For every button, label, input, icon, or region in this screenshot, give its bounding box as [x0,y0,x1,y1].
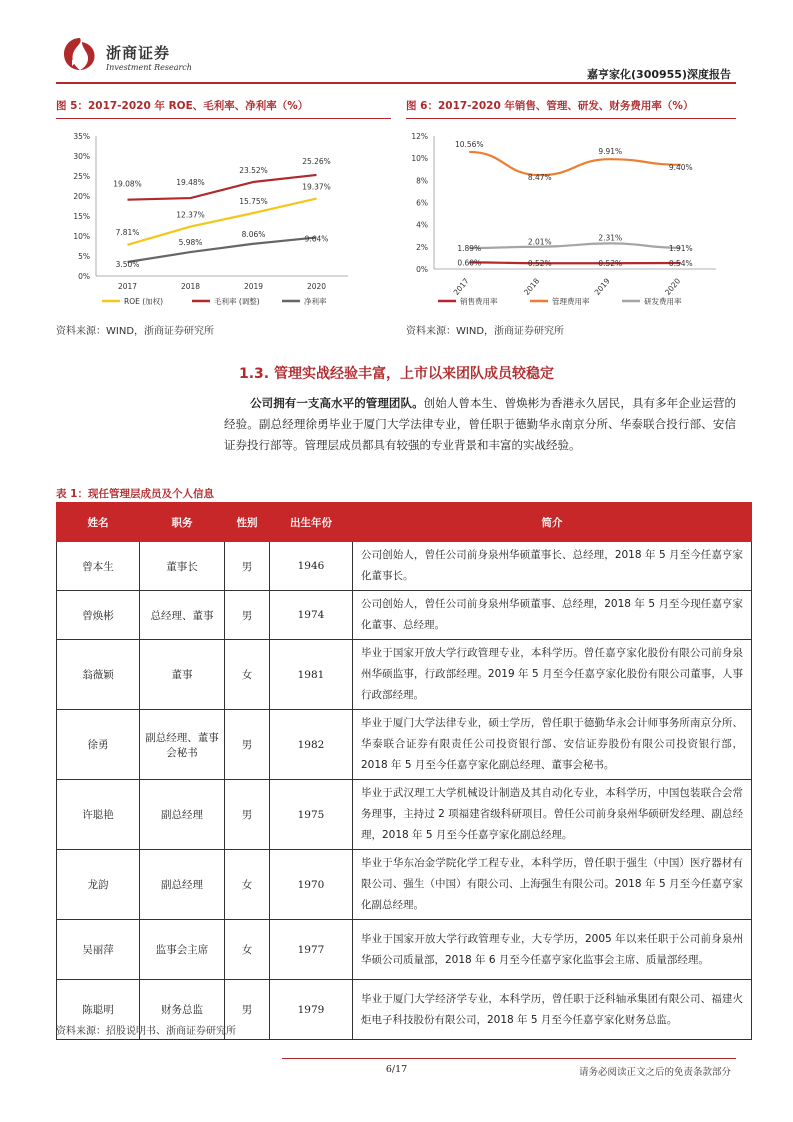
cell-gender: 女 [225,640,270,710]
y-tick-label: 25% [73,172,90,181]
table-row [57,780,752,850]
series-3-line [469,243,681,248]
y-tick-label: 10% [73,232,90,241]
y-tick-label: 5% [78,252,90,261]
fig6-source: 资料来源：WIND，浙商证券研究所 [406,326,565,337]
data-label: 15.75% [239,197,268,206]
cell-bio: 毕业于华东冶金学院化学工程专业，本科学历，曾任职于强生（中国）医疗器材有限公司、强生（中国）有限公司、上海强生有限公司。2018 年 5 月至今任嘉亨家化副总经理。 [353,850,752,920]
cell-role: 董事长 [140,542,225,591]
cell-name: 翁薇颖 [57,640,140,710]
legend-label: 净利率 [304,297,327,306]
cell-gender: 男 [225,980,270,1040]
data-label: 0.54% [668,259,693,269]
cell-gender: 男 [225,591,270,640]
x-tick-label: 2018 [180,282,201,291]
y-tick-label: 6% [416,198,428,208]
fig5-source: 资料来源：WIND，浙商证券研究所 [56,326,215,337]
data-label: 5.98% [178,238,203,248]
cell-role: 总经理、董事 [140,591,225,640]
expense-ratio-chart [406,120,736,315]
cell-gender: 女 [225,920,270,980]
data-label: 1.91% [668,243,693,253]
table-row [57,850,752,920]
table-row [57,640,752,710]
cell-gender: 女 [225,850,270,920]
data-label: 2.01% [527,237,552,247]
cell-bio: 毕业于厦门大学经济学专业，本科学历，曾任职于泛科轴承集团有限公司、福建火炬电子科技股份有限公司，2018 年 5 月至今任嘉亨家化财务总监。 [353,980,752,1040]
series-2-line [469,152,681,175]
cell-birth-year: 1982 [270,710,353,780]
data-label: 9.91% [598,147,623,157]
y-tick-label: 35% [73,132,90,141]
table-row [57,542,752,591]
series-2-line [128,175,317,200]
data-label: 7.81% [115,227,140,237]
page-number: 6/17 [385,1064,408,1075]
fig5-divider [56,118,391,119]
logo-text: 浙商证券 [106,44,171,62]
section-paragraph [224,393,736,456]
paragraph-body: 创始人曾本生、曾焕彬为香港永久居民，具有多年企业运营的经验。副总经理徐勇毕业于厦门大学法律专业，曾任职于德勤华永南京分所、华泰联合投行部、安信证券投行部等。管理层成员都具有较强的专业背景和丰富的实战经验。 [224,396,737,452]
data-label: 19.48% [176,178,205,188]
series-1-line [128,199,317,248]
data-label: 0.52% [598,259,623,269]
x-tick-label: 2017 [117,282,138,291]
data-label: 2.31% [598,233,623,243]
data-label: 19.37% [302,182,331,192]
table1-source: 资料来源：招股说明书、浙商证券研究所 [56,1026,236,1037]
data-label: 23.52% [239,165,268,175]
table-row [57,920,752,980]
cell-gender: 男 [225,780,270,850]
cell-role: 监事会主席 [140,920,225,980]
cell-role: 董事 [140,640,225,710]
y-tick-label: 12% [411,132,428,141]
series-1-line [469,262,681,263]
cell-role: 副总经理 [140,780,225,850]
y-tick-label: 0% [416,265,428,274]
legend-label: ROE (加权) [124,297,164,306]
data-label: 0.52% [527,259,552,269]
x-tick-label: 2017 [451,276,471,297]
cell-role: 财务总监 [140,980,225,1040]
series-3-line [128,237,317,262]
data-label: 9.40% [668,162,693,172]
roe-margin-chart [56,120,391,315]
y-tick-label: 0% [78,272,90,281]
y-tick-label: 15% [73,212,90,221]
report-title: 嘉亨家化(300955)深度报告 [587,68,731,81]
x-tick-label: 2019 [243,282,264,291]
cell-bio: 毕业于厦门大学法律专业，硕士学历，曾任职于德勤华永会计师事务所南京分所、华泰联合证券有限责任公司投资银行部、安信证券股份有限公司投资银行部，2018 年 5 月至今任嘉亨家化副总经理、董事会秘书。 [353,710,752,780]
y-tick-label: 8% [416,176,428,186]
data-label: 25.26% [302,156,331,166]
cell-bio: 公司创始人，曾任公司前身泉州华硕董事、总经理，2018 年 5 月至今现任嘉亨家化董事、总经理。 [353,591,752,640]
table1-title: 表 1：现任管理层成员及个人信息 [56,488,214,500]
management-table [56,502,752,1040]
legend-label: 销售费用率 [460,297,498,306]
y-tick-label: 20% [73,192,90,201]
cell-name: 徐勇 [57,710,140,780]
cell-bio: 毕业于武汉理工大学机械设计制造及其自动化专业，本科学历，中国包装联合会常务理事，主持过 2 项福建省级科研项目。曾任公司前身泉州华硕研发经理、副总经理，2018 年 5 月至今任嘉亨家化副总经理。 [353,780,752,850]
data-label: 3.50% [115,260,140,269]
cell-name: 曾焕彬 [57,591,140,640]
fig6-title: 图 6：2017-2020 年销售、管理、研发、财务费用率（%） [406,100,694,112]
data-label: 12.37% [176,210,205,220]
section-heading: 1.3. 管理实战经验丰富，上市以来团队成员较稳定 [239,366,554,382]
data-label: 8.06% [241,229,266,239]
cell-birth-year: 1974 [270,591,353,640]
logo-icon [62,36,98,72]
cell-gender: 男 [225,542,270,591]
cell-gender: 男 [225,710,270,780]
x-tick-label: 2019 [592,276,612,297]
paragraph-lead: 公司拥有一支高水平的管理团队。 [250,396,424,410]
cell-role: 副总经理 [140,850,225,920]
x-tick-label: 2018 [522,276,542,297]
x-tick-label: 2020 [663,276,683,297]
data-label: 9.64% [304,234,329,244]
footer-divider [282,1058,736,1059]
cell-birth-year: 1981 [270,640,353,710]
footer-disclaimer: 请务必阅读正文之后的免责条款部分 [578,1067,731,1078]
data-label: 1.89% [457,244,482,254]
legend-label: 研发费用率 [644,297,682,306]
cell-birth-year: 1977 [270,920,353,980]
y-tick-label: 30% [73,152,90,161]
cell-birth-year: 1970 [270,850,353,920]
legend-label: 毛利率 (调整) [214,297,260,306]
header-bio: 简介 [353,503,752,542]
table-row [57,591,752,640]
data-label: 0.60% [457,258,482,268]
y-tick-label: 10% [411,154,428,164]
cell-birth-year: 1975 [270,780,353,850]
header-divider [56,82,736,84]
cell-name: 吴丽萍 [57,920,140,980]
header-gender: 性别 [225,503,270,542]
cell-name: 曾本生 [57,542,140,591]
cell-bio: 毕业于国家开放大学行政管理专业，本科学历。曾任嘉亨家化股份有限公司前身泉州华硕监事，行政部经理。2019 年 5 月至今任嘉亨家化股份有限公司董事，人事行政部经理。 [353,640,752,710]
legend-label: 管理费用率 [552,297,590,306]
data-label: 10.56% [454,139,484,149]
cell-birth-year: 1946 [270,542,353,591]
cell-birth-year: 1979 [270,980,353,1040]
header-birth-year: 出生年份 [270,503,353,542]
table-row [57,710,752,780]
cell-role: 副总经理、董事会秘书 [140,710,225,780]
logo-subtitle: Investment Research [106,63,192,72]
x-tick-label: 2020 [306,282,327,291]
data-label: 8.47% [527,173,552,183]
table-header-row [57,503,752,542]
cell-name: 陈聪明 [57,980,140,1040]
fig6-divider [406,118,736,119]
cell-name: 龙韵 [57,850,140,920]
data-label: 19.08% [113,179,142,189]
cell-name: 许聪艳 [57,780,140,850]
cell-bio: 公司创始人，曾任公司前身泉州华硕董事长、总经理，2018 年 5 月至今任嘉亨家化董事长。 [353,542,752,591]
y-tick-label: 2% [416,242,428,252]
fig5-title: 图 5：2017-2020 年 ROE、毛利率、净利率（%） [56,100,309,112]
cell-bio: 毕业于国家开放大学行政管理专业，大专学历，2005 年以来任职于公司前身泉州华硕公司质量部，2018 年 6 月至今任嘉亨家化监事会主席、质量部经理。 [353,920,752,980]
y-tick-label: 4% [416,220,428,230]
header-name: 姓名 [57,503,140,542]
header-role: 职务 [140,503,225,542]
